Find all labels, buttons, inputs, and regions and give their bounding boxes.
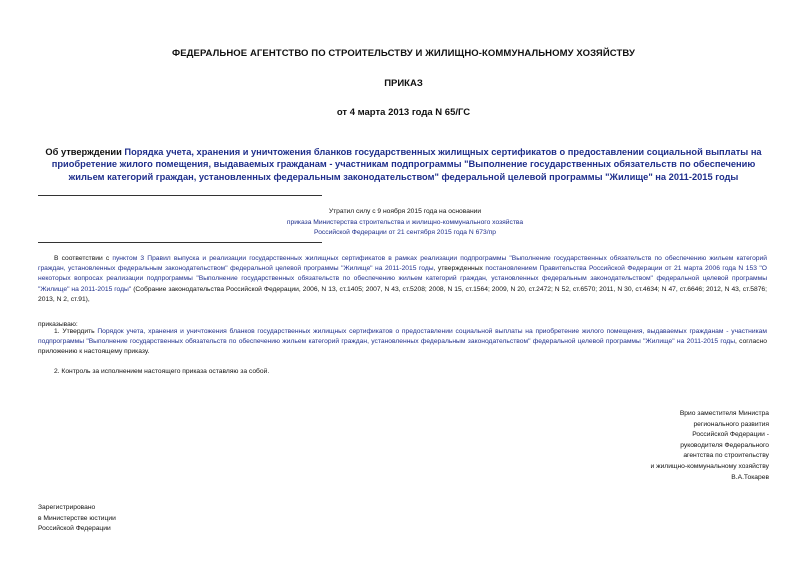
document-type: ПРИКАЗ [384,78,423,89]
signer-name: В.А.Токарев [731,473,769,481]
clause-2 [38,367,767,377]
signature-line: Врио заместителя Министра [679,410,769,417]
divider-bottom [38,242,322,243]
signature-block [569,409,769,483]
divider-top [38,195,322,196]
registration-line: Зарегистрировано [38,504,96,511]
preamble-paragraph [38,254,767,305]
document-title [40,146,767,183]
resolution-link[interactable]: постановлением Правительства Российской Федерации от 21 марта 2006 года N 153 "О некоторых вопросах реализации подпрограммы "Выполнение государственных обязательств по обеспечению жильем категорий граждан, установленных федеральным законодательством" федеральной целевой программы "Жилище" на 2011-2015 годы" [38,265,767,293]
clause-1-text: , согласно приложению к настоящему приказу. [38,338,767,356]
registration-block [38,503,238,535]
title-prefix: Об утверждении [45,147,125,157]
document-date: от 4 марта 2013 года N 65/ГС [336,107,471,118]
lost-force-note [240,207,570,239]
clause-2-text: 2. Контроль за исполнением настоящего приказа оставляю за собой. [54,368,270,375]
order-word: приказываю: [38,321,78,328]
clause-1 [38,327,767,358]
lost-force-link-2[interactable]: Российской Федерации от 21 сентября 2015 года N 673/пр [314,229,496,236]
preamble-text: В соответствии с [54,255,113,262]
preamble-text: (Собрание законодательства Российской Федерации, 2006, N 13, ст.1405; 2007, N 43, ст.5208; 2008, N 15, ст.1564; 2009, N 20, ст.2472; N 52, ст.6570; 2011, N 30, ст.4634; N 47, ст.6646; 2012, N 43, ст.5876; 2013, N 2, ст.91), [38,285,767,303]
signature-line: Российской Федерации - [692,431,769,439]
signature-line: агентства по строительству [683,452,769,460]
lost-force-link-1[interactable]: приказа Министерства строительства и жилищно-коммунального хозяйства [286,218,524,226]
registration-line: в Министерстве юстиции [38,514,116,522]
rules-link[interactable]: пунктом 3 Правил выпуска и реализации государственных жилищных сертификатов в рамках реализации подпрограммы "Выполнение государственных обязательств по обеспечению жильем категорий граждан, установленных федеральным законодательством" федеральной целевой программы "Жилище" на 2011-2015 годы [38,255,767,273]
title-link[interactable]: Порядка учета, хранения и уничтожения бланков государственных жилищных сертификатов о предоставлении социальной выплаты на приобретение жилого помещения, выдаваемых гражданам - участникам подпрограммы "Выполнение государственных обязательств по обеспечению жильем категорий граждан, установленных федеральным законодательством" федеральной целевой программы "Жилище" на 2011-2015 годы [51,147,762,182]
registration-line: Российской Федерации [38,525,111,533]
agency-name: ФЕДЕРАЛЬНОЕ АГЕНТСТВО ПО СТРОИТЕЛЬСТВУ И ЖИЛИЩНО-КОММУНАЛЬНОМУ ХОЗЯЙСТВУ [172,48,635,59]
clause-1-text: 1. Утвердить [54,328,98,335]
preamble-text: , утвержденных [433,265,486,273]
procedure-link[interactable]: Порядок учета, хранения и уничтожения бланков государственных жилищных сертификатов о предоставлении социальной выплаты на приобретение жилого помещения, выдаваемых гражданам - участникам подпрограммы "Выполнение государственных обязательств по обеспечению жильем категорий граждан, установленных федеральным законодательством" федеральной целевой программы "Жилище" на 2011-2015 годы [38,328,767,346]
signature-line: руководителя Федерального [680,441,769,449]
signature-line: регионального развития [693,420,769,428]
lost-force-line: Утратил силу с 9 ноября 2015 года на основании [328,208,482,215]
signature-line: и жилищно-коммунальному хозяйству [650,462,769,470]
